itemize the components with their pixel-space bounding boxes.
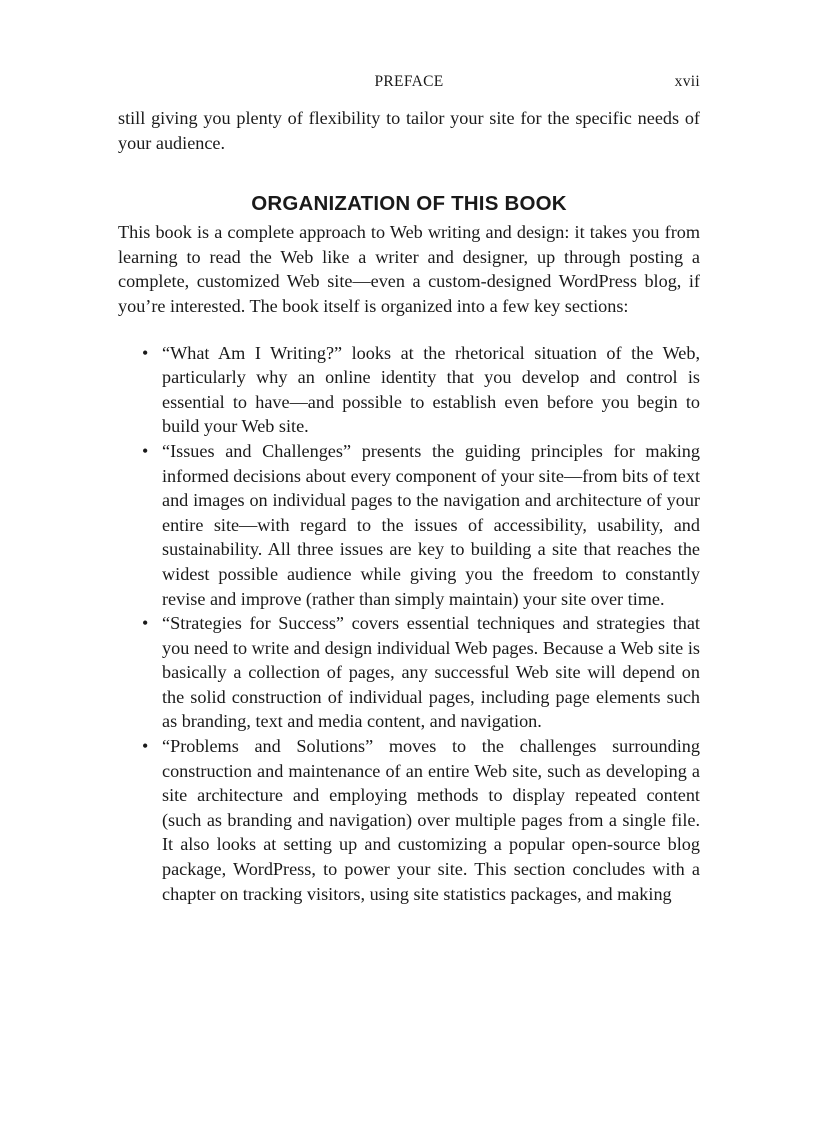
section-heading: ORGANIZATION OF THIS BOOK [251,192,567,216]
list-item [142,439,700,611]
running-head-title: PREFACE [374,73,444,90]
bullet-icon: • [142,736,149,757]
page-body [118,106,700,906]
page-number: xvii [674,73,700,90]
intro-continuation-paragraph: still giving you plenty of flexibility to tailor your site for the specific needs of your audience. [118,108,700,153]
list-item-text: “Problems and Solutions” moves to the challenges surrounding construction and maintenance of an entire Web site, such as developing a site architecture and employing methods to display repeated content (such as branding and navigation) over multiple pages from a single file. It also looks at setting up and customizing a popular open-source blog package, WordPress, to power your site. This section concludes with a chapter on tracking visitors, using site statistics packages, and making [162,736,700,904]
list-item [142,341,700,439]
list-item [142,734,700,906]
section-lead-paragraph: This book is a complete approach to Web writing and design: it takes you from learning to read the Web like a writer and designer, up through posting a complete, customized Web site—even a custom-designed WordPress blog, if you’re interested. The book itself is organized into a few key sections: [118,222,700,316]
list-item-text: “Strategies for Success” covers essential techniques and strategies that you need to write and design individual Web pages. Because a Web site is basically a collection of pages, any successful Web site will depend on the solid construction of individual pages, including page elements such as branding, text and media content, and navigation. [162,613,700,732]
section-bullet-list [118,341,700,907]
list-item-text: “What Am I Writing?” looks at the rhetorical situation of the Web, particularly why an online identity that you develop and control is essential to have—and possible to establish even before you begin to build your Web site. [162,342,700,437]
list-item-text: “Issues and Challenges” presents the guiding principles for making informed decisions about every component of your site—from bits of text and images on individual pages to the navigation and architecture of your entire site—with regard to the issues of accessibility, usability, and sustainability. All three issues are key to building a site that reaches the widest possible audience while giving you the freedom to constantly revise and improve (rather than simply maintain) your site over time. [162,440,700,609]
bullet-icon: • [142,342,149,363]
bullet-icon: • [142,613,149,634]
running-header [118,73,700,95]
bullet-icon: • [142,440,149,461]
list-item [142,611,700,734]
